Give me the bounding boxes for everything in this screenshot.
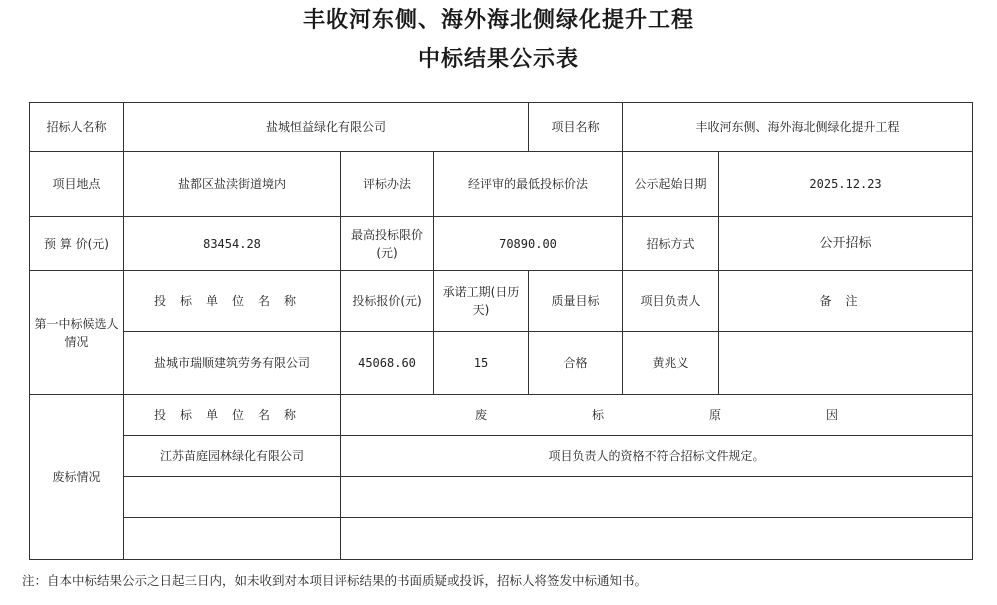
row-budget <box>30 217 973 271</box>
candidate-manager: 黄兆义 <box>623 332 719 395</box>
tender-mode-label: 招标方式 <box>623 217 719 271</box>
candidate-quality-header: 质量目标 <box>529 271 623 332</box>
invalid-reason-char-1: 废 <box>475 408 488 422</box>
row-invalid-1 <box>30 436 973 477</box>
candidate-bid-price: 45068.60 <box>341 332 434 395</box>
invalid-unit-name: 江苏苗庭园林绿化有限公司 <box>124 436 341 477</box>
row-candidate-data <box>30 332 973 395</box>
tender-mode-value: 公开招标 <box>719 217 973 271</box>
candidate-remarks-header: 备注 <box>719 271 973 332</box>
footnote: 注：自本中标结果公示之日起三日内，如未收到对本项目评标结果的书面质疑或投诉，招标人将签发中标通知书。 <box>22 573 648 588</box>
invalid-reason-char-4: 因 <box>826 408 839 422</box>
invalid-reason-header <box>341 395 973 436</box>
location-label: 项目地点 <box>30 152 124 217</box>
max-price-value: 70890.00 <box>434 217 623 271</box>
document-title-line1: 丰收河东侧、海外海北侧绿化提升工程 <box>302 7 694 33</box>
candidate-duration: 15 <box>434 332 529 395</box>
budget-value: 83454.28 <box>124 217 341 271</box>
invalid-reason-char-3: 原 <box>709 408 722 422</box>
row-invalid-3 <box>30 518 973 560</box>
eval-method-value: 经评审的最低投标价法 <box>434 152 623 217</box>
max-price-label: 最高投标限价(元) <box>341 217 434 271</box>
row-invalid-2 <box>30 477 973 518</box>
eval-method-label: 评标办法 <box>341 152 434 217</box>
project-name-label: 项目名称 <box>529 103 623 152</box>
row-location <box>30 152 973 217</box>
candidate-bid-price-header: 投标报价(元) <box>341 271 434 332</box>
project-name-value: 丰收河东侧、海外海北侧绿化提升工程 <box>623 103 973 152</box>
publish-date-label: 公示起始日期 <box>623 152 719 217</box>
candidate-quality: 合格 <box>529 332 623 395</box>
document-title-line2: 中标结果公示表 <box>417 46 579 72</box>
invalid-reason <box>341 518 973 560</box>
invalid-reason: 项目负责人的资格不符合招标文件规定。 <box>341 436 973 477</box>
tenderer-value: 盐城恒益绿化有限公司 <box>124 103 529 152</box>
invalid-section-label: 废标情况 <box>30 395 124 560</box>
row-candidate-header <box>30 271 973 332</box>
invalid-reason <box>341 477 973 518</box>
invalid-unit-name <box>124 518 341 560</box>
award-result-table <box>29 102 973 560</box>
tenderer-label: 招标人名称 <box>30 103 124 152</box>
invalid-unit-name <box>124 477 341 518</box>
invalid-reason-char-2: 标 <box>592 408 605 422</box>
budget-label: 预 算 价(元) <box>30 217 124 271</box>
row-invalid-header <box>30 395 973 436</box>
candidate-duration-header: 承诺工期(日历天) <box>434 271 529 332</box>
publish-date-value: 2025.12.23 <box>719 152 973 217</box>
candidate-unit-name-header: 投标单位名称 <box>124 271 341 332</box>
candidate-section-label: 第一中标候选人情况 <box>30 271 124 395</box>
location-value: 盐都区盐渎街道境内 <box>124 152 341 217</box>
invalid-unit-name-header: 投标单位名称 <box>124 395 341 436</box>
row-tenderer <box>30 103 973 152</box>
candidate-manager-header: 项目负责人 <box>623 271 719 332</box>
candidate-unit-name: 盐城市瑞顺建筑劳务有限公司 <box>124 332 341 395</box>
candidate-remarks <box>719 332 973 395</box>
